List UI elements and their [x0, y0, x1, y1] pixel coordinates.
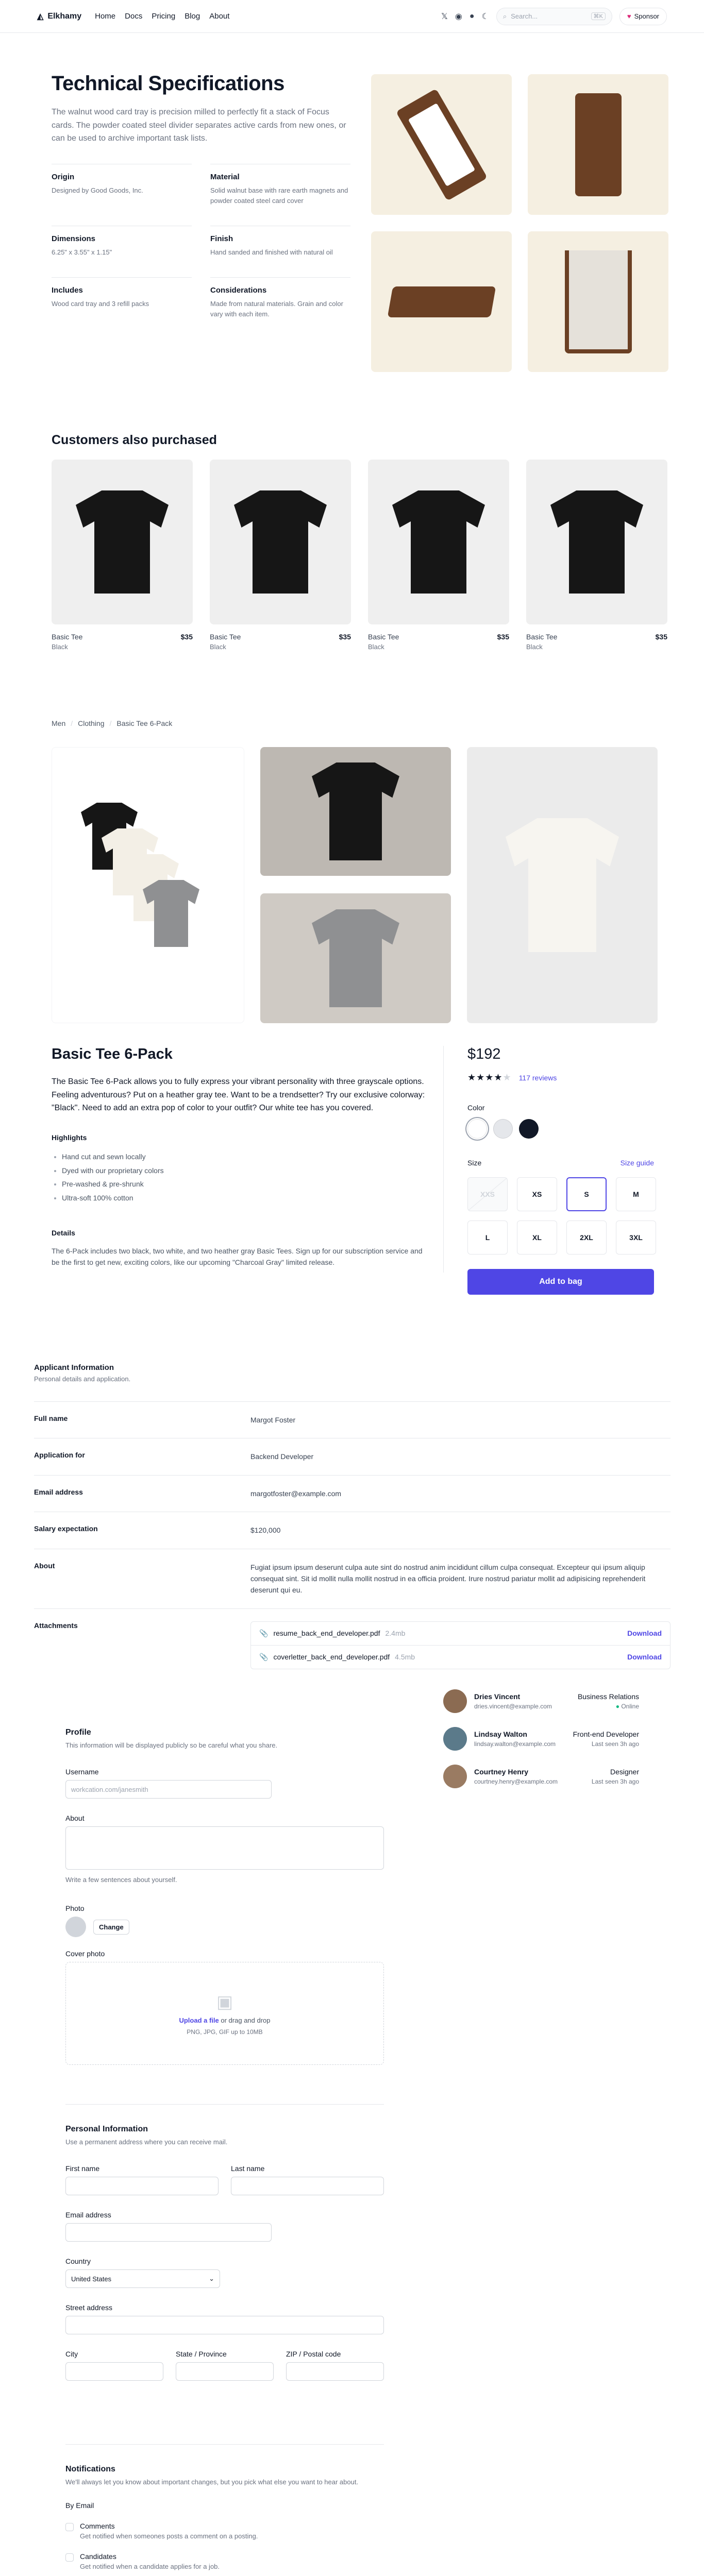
upload-link[interactable]: Upload a file [179, 2016, 219, 2024]
color-label: Color [467, 1104, 485, 1112]
size-guide-link[interactable]: Size guide [620, 1159, 654, 1167]
profile-form: Profile This information will be displayed publicly so be careful what you share. Username workcation.com/ janesmith About Write a few sentences about yourself. Photo Change Cover photo ▣ Upload a file or drag and drop PNG, JPG, GIF up to 10MB [65, 1728, 384, 2065]
product-image-tray [371, 74, 512, 215]
page-body [0, 33, 704, 2576]
list-item[interactable]: Dries Vincent dries.vincent@example.com Business Relations ● Online [443, 1689, 639, 1713]
nav-pricing[interactable]: Pricing [152, 12, 176, 21]
list-item: • Ultra-soft 100% cotton [62, 1191, 428, 1205]
details: Details The 6-Pack includes two black, two white, and two heather gray Basic Tees. Sign up for our subscription service and be the first to get new, exciting colors, like our upcoming "Charcoal Gray" limited release. [52, 1229, 423, 1267]
nav-about[interactable]: About [209, 12, 230, 21]
specs-lead: The walnut wood card tray is precision milled to perfectly fit a stack of Focus cards. The powder coated steel divider separates active cards from new ones, or can be used to archive important task lists. [52, 108, 346, 143]
spec-item: Dimensions 6.25" x 3.55" x 1.15" [52, 226, 192, 277]
product-image [368, 460, 509, 624]
spec-item: Includes Wood card tray and 3 refill packs [52, 277, 192, 339]
avatar [443, 1765, 467, 1788]
size-3xl[interactable]: 3XL [616, 1221, 656, 1255]
email-field[interactable] [65, 2223, 272, 2242]
product-card[interactable]: Basic Tee $35 Black [52, 460, 193, 651]
paperclip-icon: 📎 [259, 1652, 269, 1661]
change-photo-button[interactable]: Change [93, 1920, 129, 1935]
color-black[interactable] [519, 1119, 539, 1139]
candidates-checkbox[interactable] [65, 2553, 74, 2562]
list-item: • Pre-washed & pre-shrunk [62, 1177, 428, 1191]
detail-row: Full name Margot Foster [34, 1401, 671, 1438]
last-name-input[interactable] [231, 2177, 384, 2195]
logo-icon: ◭ [37, 12, 44, 21]
breadcrumb-men[interactable]: Men [52, 719, 66, 727]
main-nav [95, 12, 229, 21]
chevron-down-icon: ⌄ [209, 2275, 214, 2282]
personal-info-form: Personal Information Use a permanent address where you can receive mail. First name Last name Email address Country United States ⌄ Street address City State / Province ZIP / Postal code [65, 2125, 384, 2381]
spec-item: Considerations Made from natural materials. Grain and color vary with each item. [210, 277, 350, 339]
detail-row: Email address margotfoster@example.com [34, 1475, 671, 1512]
username-input[interactable]: workcation.com/ janesmith [65, 1780, 272, 1799]
spec-item: Material Solid walnut base with rare earth magnets and powder coated steel card cover [210, 164, 350, 226]
site-header [0, 0, 704, 33]
detail-row: Salary expectation $120,000 [34, 1512, 671, 1548]
product-price: $192 [467, 1046, 501, 1062]
about-textarea[interactable] [65, 1826, 384, 1870]
divider [443, 1046, 444, 1273]
divider [65, 2444, 384, 2445]
reviews-link[interactable]: 117 reviews [518, 1073, 557, 1082]
product-image-tray-side [371, 231, 512, 372]
product-image-tray-open [528, 231, 668, 372]
size-label: Size [467, 1159, 482, 1167]
buy-panel [467, 1046, 654, 1295]
product-card[interactable]: Basic Tee $35 Black [526, 460, 667, 651]
list-item: 📎 coverletter_back_end_developer.pdf 4.5mb Download [259, 1652, 662, 1662]
nav-home[interactable]: Home [95, 12, 116, 21]
twitter-icon[interactable]: 𝕏 [441, 12, 448, 21]
avatar [65, 1917, 86, 1937]
size-m[interactable]: M [616, 1177, 656, 1211]
highlights: Highlights • Hand cut and sewn locally • Dyed with our proprietary colors • Pre-washed & pre-shrunk • Ultra-soft 100% cotton [52, 1133, 428, 1205]
download-link[interactable]: Download [627, 1653, 662, 1662]
github-icon[interactable]: ● [469, 11, 475, 21]
gallery-image-gray [260, 893, 451, 1023]
breadcrumb-current: Basic Tee 6-Pack [116, 719, 173, 727]
state-input[interactable] [176, 2362, 274, 2381]
list-item: 📎 resume_back_end_developer.pdf 2.4mb Download [251, 1622, 670, 1646]
list-item[interactable]: Courtney Henry courtney.henry@example.com Designer Last seen 3h ago [443, 1765, 639, 1788]
city-input[interactable] [65, 2362, 163, 2381]
slash-icon: / [109, 719, 112, 727]
detail-row: Application for Backend Developer [34, 1438, 671, 1475]
search-icon: ⌕ [502, 12, 507, 20]
size-xxs: XXS [467, 1177, 508, 1211]
detail-row: About Fugiat ipsum ipsum deserunt culpa aute sint do nostrud anim incididunt cillum culpa consequat. Excepteur qui ipsum aliquip consequat sint. Sit id mollit nulla mollit nostrud in ea officia proident. Irure nostrud pariatur mollit ad adipisicing reprehenderit deserunt qui eu. [34, 1549, 671, 1608]
color-white[interactable] [467, 1119, 487, 1139]
divider [65, 2104, 384, 2105]
product-title: Basic Tee 6-Pack [52, 1046, 173, 1062]
list-item[interactable]: Lindsay Walton lindsay.walton@example.com Front-end Developer Last seen 3h ago [443, 1727, 639, 1751]
comments-checkbox[interactable] [65, 2523, 74, 2531]
first-name-input[interactable] [65, 2177, 219, 2195]
breadcrumb [52, 719, 172, 727]
spec-item: Finish Hand sanded and finished with natural oil [210, 226, 350, 277]
nav-docs[interactable]: Docs [125, 12, 143, 21]
zip-input[interactable] [286, 2362, 384, 2381]
applicant-info: Applicant Information Personal details and application. Full name Margot Foster Application for Backend Developer Email address margotfoster@example.com Salary expectation $120,000 About Fugiat ipsum ipsum deserunt culpa aute sint do nostrud anim incididunt cillum culpa consequat. Excepteur qui ipsum aliquip consequat sint. Sit id mollit nulla mollit nostrud in ea officia proident. Irure nostrud pariatur mollit ad adipisicing reprehenderit deserunt qui eu. Attachments 📎 resume_back_end_developer.pdf 2.4mb Download 📎 coverletter_back_end_developer.pdf 4.5mb Download [34, 1363, 671, 1682]
also-purchased-title: Customers also purchased [52, 433, 217, 447]
avatar [443, 1689, 467, 1713]
gallery-image-black [260, 747, 451, 876]
cover-dropzone[interactable]: ▣ Upload a file or drag and drop PNG, JPG, GIF up to 10MB [65, 1962, 384, 2065]
nav-blog[interactable]: Blog [185, 12, 200, 21]
moon-icon[interactable]: ☾ [481, 12, 489, 21]
product-image [526, 460, 667, 624]
spec-item: Origin Designed by Good Goods, Inc. [52, 164, 192, 226]
product-image-tray-closed [528, 74, 668, 215]
download-link[interactable]: Download [627, 1629, 662, 1638]
list-item: • Hand cut and sewn locally [62, 1150, 428, 1164]
attachments-list [250, 1621, 671, 1669]
paperclip-icon: 📎 [259, 1629, 269, 1637]
avatar [443, 1727, 467, 1751]
country-select[interactable]: United States ⌄ [65, 2269, 220, 2288]
size-s[interactable]: S [566, 1177, 607, 1211]
breadcrumb-clothing[interactable]: Clothing [78, 719, 105, 727]
heart-icon: ♥ [627, 12, 631, 20]
rating-stars: ★★★★★ [467, 1072, 512, 1082]
sponsor-button[interactable]: ♥ Sponsor [619, 8, 667, 25]
color-gray[interactable] [493, 1119, 513, 1139]
product-card[interactable]: Basic Tee $35 Black [368, 460, 509, 651]
size-l[interactable]: L [467, 1221, 508, 1255]
discord-icon[interactable]: ◉ [455, 12, 462, 21]
product-card[interactable]: Basic Tee $35 Black [210, 460, 351, 651]
search-input[interactable]: ⌕ Search... ⌘K [496, 8, 612, 25]
product-description: The Basic Tee 6-Pack allows you to fully express your vibrant personality with three grayscale options. Feeling adventurous? Put on a heather gray tee. Want to be a trendsetter? Try our exclusive colorway: "Black". Need to add an extra pop of color to your outfit? Our white tee has you covered. [52, 1077, 425, 1113]
specs-title: Technical Specifications [52, 72, 284, 95]
slash-icon: / [71, 719, 73, 727]
gallery-main-image [52, 747, 244, 1023]
product-image [52, 460, 193, 624]
size-2xl[interactable]: 2XL [566, 1221, 607, 1255]
street-input[interactable] [65, 2316, 384, 2334]
size-xs[interactable]: XS [517, 1177, 557, 1211]
list-item: • Dyed with our proprietary colors [62, 1164, 428, 1178]
attachments-row: Attachments 📎 resume_back_end_developer.pdf 2.4mb Download 📎 coverletter_back_end_developer.pdf 4.5mb Download [34, 1608, 671, 1682]
brand-logo[interactable]: ◭ Elkhamy [37, 11, 82, 21]
notifications-form: Notifications We'll always let you know about important changes, but you pick what else you want to hear about. By Email Comments Get notified when someones posts a comment on a posting. Candidates Get notified when a candidate applies for a job. [65, 2465, 359, 2570]
gallery-image-model [467, 747, 658, 1023]
image-icon: ▣ [216, 1992, 233, 2012]
tech-specs [52, 72, 350, 339]
add-to-bag-button[interactable]: Add to bag [467, 1269, 654, 1295]
size-xl[interactable]: XL [517, 1221, 557, 1255]
product-image [210, 460, 351, 624]
people-list [443, 1689, 639, 1802]
